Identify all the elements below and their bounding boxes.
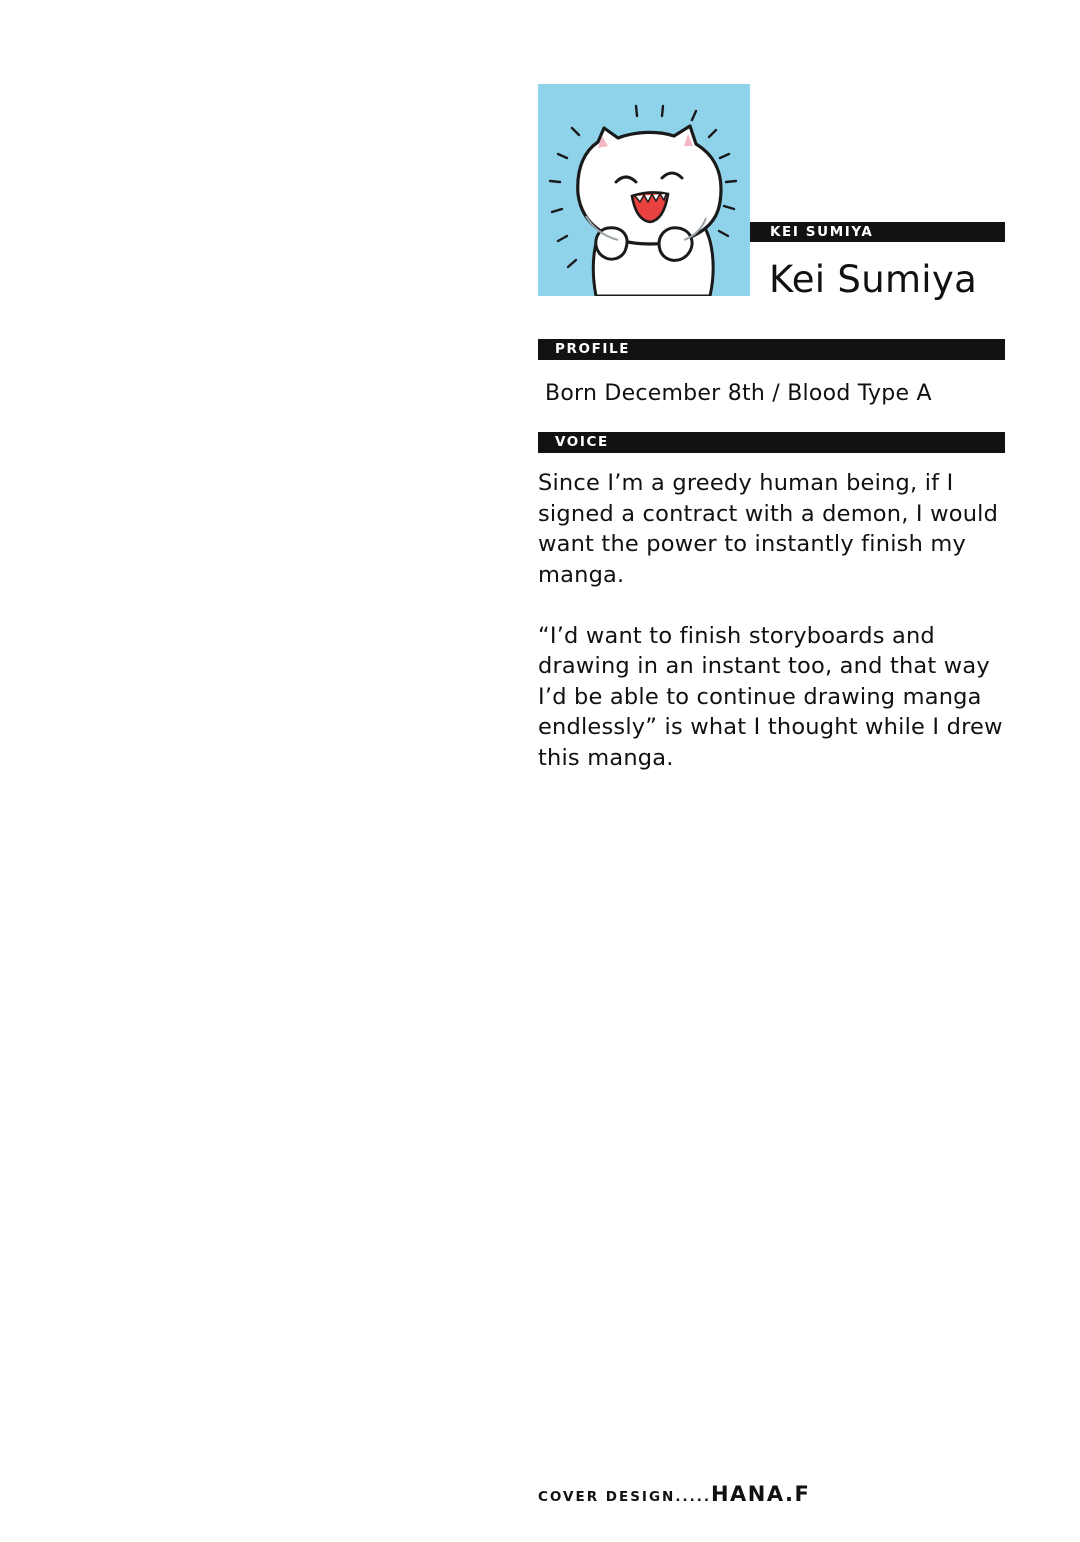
author-name-tag: KEI SUMIYA (750, 222, 1005, 242)
profile-text: Born December 8th / Blood Type A (545, 381, 932, 406)
voice-paragraph: “I’d want to finish storyboards and drawing in an instant too, and that way I’d be able to continue drawing manga endlessly” is what I thought while I drew this manga. (538, 622, 1003, 771)
cover-design-credit (538, 1480, 810, 1511)
credit-name: HANA.F (710, 1482, 811, 1506)
cheering-cat-icon (538, 84, 750, 296)
voice-text (538, 468, 1008, 804)
author-avatar (538, 84, 750, 296)
voice-heading: VOICE (538, 432, 1005, 453)
voice-paragraph: Since I’m a greedy human being, if I signed a contract with a demon, I would want the power to instantly finish my manga. (538, 470, 999, 588)
author-name: Kei Sumiya (769, 258, 978, 301)
profile-heading: PROFILE (538, 339, 1005, 360)
credit-label: COVER DESIGN..... (538, 1489, 711, 1505)
